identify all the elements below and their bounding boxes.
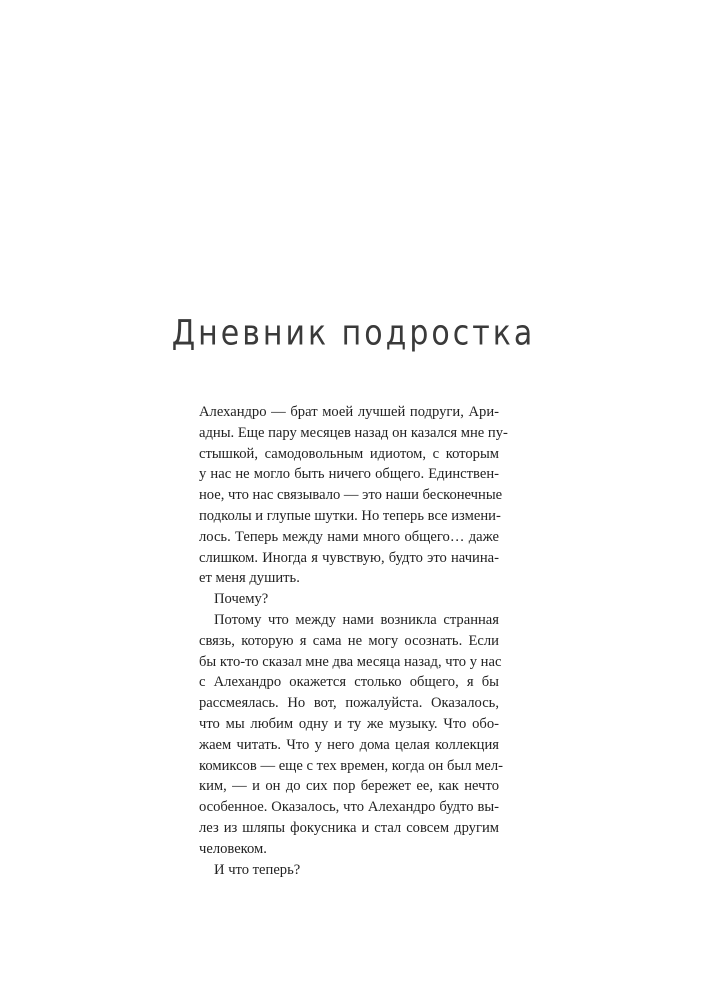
text-line: жаем читать. Что у него дома целая коллекция	[199, 736, 499, 753]
text-line: бы кто-то сказал мне два месяца назад, что у нас	[199, 653, 502, 670]
text-line: рассмеялась. Но вот, пожалуйста. Оказалось,	[199, 695, 499, 712]
text-line: с Алехандро окажется столько общего, я бы	[199, 674, 499, 691]
text-line: ет меня душить.	[199, 570, 300, 587]
text-line: лез из шляпы фокусника и стал совсем другим	[199, 819, 499, 836]
text-line: Потому что между нами возникла странная	[214, 611, 499, 628]
text-line: слишком. Иногда я чувствую, будто это начина-	[199, 549, 499, 566]
chapter-title: Дневник подростка	[171, 313, 536, 354]
text-line: что мы любим одну и ту же музыку. Что обо-	[199, 715, 499, 732]
text-line: ное, что нас связывало — это наши бесконечные	[199, 487, 503, 504]
text-line: И что теперь?	[214, 861, 301, 878]
text-line: у нас не могло быть ничего общего. Единствен-	[199, 466, 499, 483]
text-line: подколы и глупые шутки. Но теперь все измени-	[199, 507, 501, 524]
text-line: человеком.	[199, 840, 267, 857]
text-line: лось. Теперь между нами много общего… даже	[199, 528, 499, 545]
text-line: особенное. Оказалось, что Алехандро будто вы-	[199, 799, 499, 816]
text-line: Почему?	[214, 591, 269, 608]
text-line: связь, которую я сама не могу осознать. Если	[199, 632, 499, 649]
body-text	[199, 402, 508, 880]
text-line: стышкой, самодовольным идиотом, с которым	[199, 445, 499, 462]
text-line: комиксов — еще с тех времен, когда он был мел-	[199, 757, 503, 774]
text-line: ким, — и он до сих пор бережет ее, как нечто	[199, 778, 499, 795]
text-line: Алехандро — брат моей лучшей подруги, Ари-	[199, 404, 499, 420]
text-line: адны. Еще пару месяцев назад он казался мне пу-	[199, 424, 508, 441]
